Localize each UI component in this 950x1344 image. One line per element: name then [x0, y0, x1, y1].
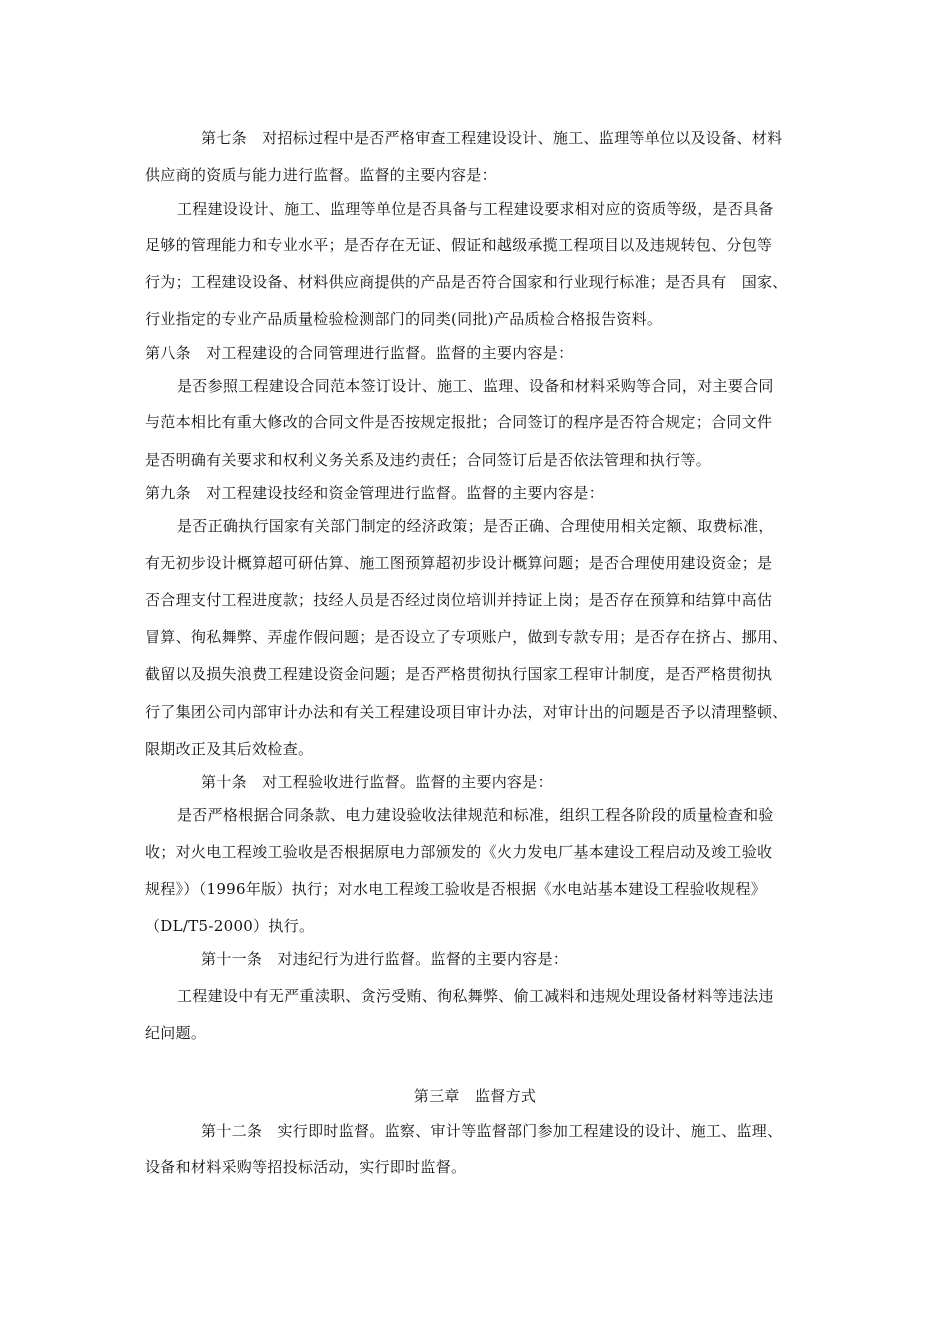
article-9-heading: 第九条 对工程建设技经和资金管理进行监督。监督的主要内容是：: [145, 484, 605, 502]
article-9-paragraph-line: 行了集团公司内部审计办法和有关工程建设项目审计办法，对审计出的问题是否予以清理整顿、: [145, 703, 788, 721]
article-10-paragraph-line: （DL/T5-2000）执行。: [145, 917, 315, 935]
article-10-paragraph-line: 收；对火电工程竣工验收是否根据原电力部颁发的《火力发电厂基本建设工程启动及竣工验收: [145, 843, 773, 861]
article-12-heading: 第十二条 实行即时监督。监察、审计等监督部门参加工程建设的设计、施工、监理、: [201, 1122, 783, 1140]
article-7-paragraph-line: 行业指定的专业产品质量检验检测部门的同类(同批)产品质检合格报告资料。: [145, 310, 663, 328]
article-9-paragraph-line: 冒算、徇私舞弊、弄虚作假问题；是否设立了专项账户，做到专款专用；是否存在挤占、挪用、: [145, 628, 788, 646]
article-8-paragraph-line: 是否参照工程建设合同范本签订设计、施工、监理、设备和材料采购等合同，对主要合同: [177, 377, 774, 395]
article-10-heading: 第十条 对工程验收进行监督。监督的主要内容是：: [201, 773, 553, 791]
article-12-paragraph-line: 设备和材料采购等招投标活动，实行即时监督。: [145, 1158, 467, 1176]
article-9-paragraph-line: 截留以及损失浪费工程建设资金问题；是否严格贯彻执行国家工程审计制度，是否严格贯彻执: [145, 665, 773, 683]
article-7-paragraph-line: 足够的管理能力和专业水平；是否存在无证、假证和越级承揽工程项目以及违规转包、分包等: [145, 236, 773, 254]
article-9-paragraph-line: 有无初步设计概算超可研估算、施工图预算超初步设计概算问题；是否合理使用建设资金；是: [145, 554, 773, 572]
article-7-paragraph-line: 行为；工程建设设备、材料供应商提供的产品是否符合国家和行业现行标准；是否具有 国家、: [145, 273, 788, 291]
article-11-paragraph-line: 纪问题。: [145, 1024, 207, 1042]
article-10-paragraph-line: 是否严格根据合同条款、电力建设验收法律规范和标准，组织工程各阶段的质量检查和验: [177, 806, 774, 824]
article-9-paragraph-line: 是否正确执行国家有关部门制定的经济政策；是否正确、合理使用相关定额、取费标准，: [177, 517, 774, 535]
article-8-paragraph-line: 与范本相比有重大修改的合同文件是否按规定报批；合同签订的程序是否符合规定；合同文件: [145, 413, 773, 431]
article-7-heading: 第七条 对招标过程中是否严格审查工程建设设计、施工、监理等单位以及设备、材料: [201, 129, 783, 147]
article-7-paragraph-line: 工程建设设计、施工、监理等单位是否具备与工程建设要求相对应的资质等级，是否具备: [177, 200, 774, 218]
article-8-heading: 第八条 对工程建设的合同管理进行监督。监督的主要内容是：: [145, 344, 574, 362]
article-11-paragraph-line: 工程建设中有无严重渎职、贪污受贿、徇私舞弊、偷工减料和违规处理设备材料等违法违: [177, 987, 774, 1005]
chapter-3-title: 第三章 监督方式: [413, 1087, 537, 1105]
article-9-paragraph-line: 否合理支付工程进度款；技经人员是否经过岗位培训并持证上岗；是否存在预算和结算中高估: [145, 591, 773, 609]
article-7-line: 供应商的资质与能力进行监督。监督的主要内容是：: [145, 166, 497, 184]
article-8-paragraph-line: 是否明确有关要求和权利义务关系及违约责任；合同签订后是否依法管理和执行等。: [145, 451, 712, 469]
article-9-paragraph-line: 限期改正及其后效检查。: [145, 740, 314, 758]
article-10-paragraph-line: 规程》）（1996年版）执行；对水电工程竣工验收是否根据《水电站基本建设工程验收规程》: [145, 880, 767, 898]
article-11-heading: 第十一条 对违纪行为进行监督。监督的主要内容是：: [201, 950, 569, 968]
